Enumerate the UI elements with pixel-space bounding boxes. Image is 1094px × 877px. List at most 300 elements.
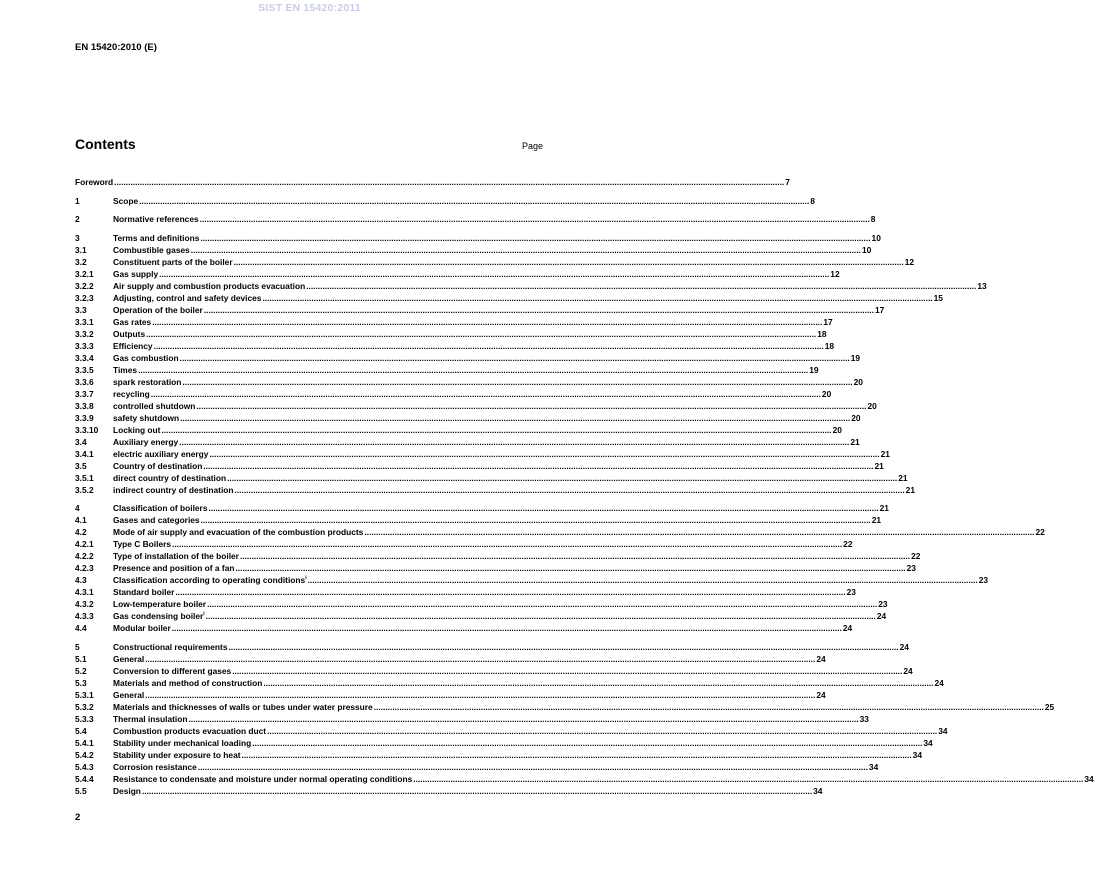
toc-entry-page: 20 — [832, 424, 842, 435]
toc-entry-title — [113, 713, 187, 725]
toc-entry-title-text: spark restoration — [113, 376, 182, 387]
toc-entry-title-text: Country of destination — [113, 460, 203, 471]
toc-entry[interactable] — [75, 701, 1055, 713]
toc-entry-page: 22 — [843, 539, 853, 550]
toc-entry[interactable] — [75, 436, 860, 448]
toc-entry-title — [113, 340, 153, 352]
toc-entry-title — [113, 484, 234, 496]
toc-entry[interactable] — [75, 484, 915, 496]
dot-leader — [203, 460, 873, 472]
toc-entry-title-text: electric auxiliary energy — [113, 448, 209, 459]
dot-leader — [267, 725, 937, 737]
toc-entry-number: 5.1 — [75, 653, 87, 664]
dot-leader — [188, 713, 858, 725]
toc-entry-number: 3.3.4 — [75, 352, 94, 363]
toc-entry[interactable] — [75, 665, 913, 677]
toc-entry-title — [113, 376, 181, 388]
toc-entry[interactable] — [75, 653, 826, 665]
toc-entry-page: 17 — [874, 304, 885, 315]
toc-entry-title — [113, 574, 307, 586]
toc-entry-title — [113, 773, 412, 785]
toc-entry-title — [113, 622, 171, 634]
toc-entry-number: 3.2.3 — [75, 292, 94, 303]
toc-entry-page: 19 — [850, 352, 861, 363]
toc-entry[interactable] — [75, 785, 823, 797]
toc-entry[interactable] — [75, 574, 989, 586]
toc-entry-number: 3.3.10 — [75, 424, 99, 435]
standard-id: EN 15420:2010 (E) — [75, 42, 157, 53]
toc-entry-number: 4.3 — [75, 575, 87, 586]
toc-entry[interactable] — [75, 713, 869, 725]
toc-entry-page: 23 — [846, 587, 856, 598]
dot-leader — [204, 304, 874, 316]
dot-leader — [152, 316, 822, 328]
toc-entry[interactable] — [75, 641, 909, 653]
toc-entry-title-text: Auxiliary energy — [113, 436, 179, 447]
toc-entry[interactable] — [75, 376, 863, 388]
toc-entry-number: 3.2 — [75, 256, 87, 267]
toc-entry[interactable] — [75, 244, 872, 256]
toc-entry-title-text: Gas rates — [113, 316, 152, 327]
toc-entry-page: 21 — [880, 448, 890, 459]
toc-entry-number: 4.3.2 — [75, 599, 94, 610]
toc-entry[interactable] — [75, 400, 877, 412]
footnote-marker: i — [305, 575, 307, 582]
toc-entry-title — [113, 701, 373, 713]
dot-leader — [159, 268, 829, 280]
toc-entry-title — [113, 292, 261, 304]
toc-entry[interactable] — [75, 725, 948, 737]
toc-entry-page: 20 — [821, 388, 832, 399]
toc-entry-page: 20 — [853, 376, 863, 387]
dot-leader — [252, 737, 922, 749]
toc-entry[interactable] — [75, 195, 815, 207]
toc-entry-title — [113, 448, 208, 460]
toc-entry-title — [113, 737, 251, 749]
page-title: Contents — [75, 136, 136, 152]
toc-entry-title — [113, 460, 202, 472]
dot-leader — [139, 195, 809, 207]
toc-entry-title — [113, 749, 241, 761]
toc-entry-title — [113, 244, 190, 256]
toc-entry-page: 24 — [876, 611, 887, 622]
toc-entry[interactable] — [75, 364, 819, 376]
toc-entry[interactable] — [75, 538, 853, 550]
toc-entry-page: 34 — [923, 737, 933, 748]
toc-entry[interactable] — [75, 280, 987, 292]
dot-leader — [114, 176, 784, 188]
dot-leader — [145, 653, 815, 665]
toc-entry-number: 5.2 — [75, 665, 87, 676]
dot-leader — [228, 641, 898, 653]
toc-entry-number: 3.3.7 — [75, 388, 94, 399]
toc-entry-title — [113, 424, 160, 436]
toc-entry-page: 24 — [899, 641, 909, 652]
toc-entry-title — [113, 352, 179, 364]
toc-entry-title-text: Locking out — [113, 424, 161, 435]
toc-entry-number: 5.4 — [75, 725, 87, 736]
toc-entry[interactable] — [75, 316, 833, 328]
dot-leader — [227, 472, 897, 484]
toc-entry-title-text: controlled shutdown — [113, 400, 196, 411]
toc-entry-page: 13 — [977, 280, 987, 291]
toc-entry-title — [113, 436, 178, 448]
toc-entry-title-text: Type C Boilers — [113, 539, 172, 550]
toc-entry-title-text: Constituent parts of the boiler — [113, 256, 233, 267]
toc-entry-title — [113, 586, 174, 598]
toc-entry-page: 19 — [809, 364, 819, 375]
toc-entry-title-text: Outputs — [113, 328, 146, 339]
toc-entry-title — [113, 472, 226, 484]
toc-entry[interactable] — [75, 562, 916, 574]
toc-entry-page: 22 — [911, 551, 921, 562]
toc-entry-title — [113, 653, 144, 665]
dot-leader — [200, 213, 870, 225]
toc-entry-title-text: Conversion to different gases — [113, 665, 232, 676]
toc-entry-title — [113, 610, 205, 622]
toc-entry-title-text: Gas condensing boiler — [113, 611, 204, 622]
toc-entry-title-text: Combustion products evacuation duct — [113, 725, 267, 736]
toc-entry-title — [113, 514, 200, 526]
toc-entry[interactable] — [75, 352, 861, 364]
toc-entry-title-text: Efficiency — [113, 340, 153, 351]
toc-entry[interactable] — [75, 598, 888, 610]
toc-entry-number: 1 — [75, 195, 80, 206]
toc-entry-title-text: Modular boiler — [113, 623, 171, 634]
toc-entry-number: 3.5.1 — [75, 472, 94, 483]
toc-entry-number: 3.3.8 — [75, 400, 94, 411]
toc-entry-title-text: safety shutdown — [113, 412, 180, 423]
toc-entry-title — [113, 256, 233, 268]
toc-entry-number: 3.4.1 — [75, 448, 94, 459]
toc-entry-title-text: Air supply and combustion products evacuation — [113, 280, 306, 291]
toc-entry-title-text: Thermal insulation — [113, 713, 188, 724]
toc-entry[interactable] — [75, 689, 826, 701]
toc-entry-title-text: Gas supply — [113, 268, 159, 279]
toc-entry-page: 21 — [871, 515, 882, 526]
toc-entry[interactable] — [75, 304, 885, 316]
watermark: SIST EN 15420:2011 — [258, 2, 361, 14]
toc-entry-title — [113, 665, 231, 677]
dot-leader — [263, 677, 933, 689]
toc-entry-title-text: Resistance to condensate and moisture under normal operating conditions — [113, 773, 413, 784]
dot-leader — [208, 502, 878, 514]
dot-leader — [179, 436, 849, 448]
toc-entry-title — [113, 328, 145, 340]
toc-entry-title — [113, 677, 262, 689]
page-number: 2 — [75, 812, 81, 823]
toc-entry-number: 4 — [75, 503, 80, 514]
toc-entry-number: 4.1 — [75, 515, 87, 526]
toc-entry[interactable] — [75, 773, 1094, 785]
toc-entry-title — [113, 388, 150, 400]
toc-entry-page: 10 — [871, 232, 881, 243]
toc-entry-title — [113, 364, 137, 376]
dot-leader — [206, 610, 876, 622]
toc-entry-title-text: General — [113, 689, 145, 700]
dot-leader — [182, 376, 852, 388]
toc-entry-page: 23 — [906, 563, 916, 574]
dot-leader — [242, 749, 912, 761]
toc-entry-title-text: Combustible gases — [113, 244, 190, 255]
dot-leader — [172, 622, 842, 634]
toc-entry-number: 4.3.1 — [75, 587, 94, 598]
toc-entry-title — [113, 761, 197, 773]
dot-leader — [235, 484, 905, 496]
toc-entry-number: 5.3.1 — [75, 689, 94, 700]
toc-entry-number: 5.3.3 — [75, 713, 94, 724]
toc-entry-page: 24 — [934, 677, 944, 688]
toc-entry-number: 3.3.5 — [75, 364, 94, 375]
toc-entry-number: 4.2.2 — [75, 551, 94, 562]
toc-entry[interactable] — [75, 550, 921, 562]
toc-entry-title — [113, 598, 206, 610]
toc-entry[interactable] — [75, 328, 827, 340]
toc-entry-number: 3.5 — [75, 460, 87, 471]
toc-entry[interactable] — [75, 232, 881, 244]
toc-entry-number: 3.3.3 — [75, 340, 94, 351]
dot-leader — [207, 598, 877, 610]
toc-entry-page: 34 — [912, 749, 922, 760]
toc-entry-page: 34 — [1084, 773, 1094, 784]
toc-entry-page: 12 — [830, 268, 840, 279]
toc-entry[interactable] — [75, 340, 835, 352]
dot-leader — [232, 665, 902, 677]
dot-leader — [308, 574, 978, 586]
toc-entry-title — [113, 641, 227, 653]
toc-entry-title-text: Normative references — [113, 214, 199, 225]
toc-entry-page: 33 — [859, 713, 869, 724]
dot-leader — [364, 526, 1034, 538]
toc-entry-title — [75, 176, 113, 188]
toc-entry-page: 21 — [879, 503, 889, 514]
toc-entry-title-text: Adjusting, control and safety devices — [113, 292, 262, 303]
toc-entry-number: 5.4.3 — [75, 761, 94, 772]
toc-entry-number: 3.3.6 — [75, 376, 94, 387]
toc-entry-page: 17 — [823, 316, 833, 327]
dot-leader — [198, 761, 868, 773]
toc-entry-page: 12 — [904, 256, 915, 267]
toc-entry-title-text: Constructional requirements — [113, 641, 228, 652]
toc-entry-title — [113, 280, 305, 292]
toc-entry-page: 24 — [842, 623, 853, 634]
toc-entry-page: 24 — [816, 653, 826, 664]
toc-entry-title-text: Stability under mechanical loading — [113, 737, 252, 748]
toc-entry-title-text: Mode of air supply and evacuation of the combustion products — [113, 527, 364, 538]
toc-entry[interactable] — [75, 292, 943, 304]
dot-leader — [146, 328, 816, 340]
toc-entry-title — [113, 689, 144, 701]
toc-entry[interactable] — [75, 176, 790, 188]
dot-leader — [235, 562, 905, 574]
dot-leader — [161, 424, 831, 436]
toc-entry-page: 23 — [978, 575, 989, 586]
toc-entry[interactable] — [75, 472, 908, 484]
toc-entry[interactable] — [75, 448, 890, 460]
toc-entry-title-text: Standard boiler — [113, 587, 175, 598]
toc-entry-number: 3.5.2 — [75, 484, 94, 495]
toc-entry-page: 10 — [861, 244, 872, 255]
toc-entry-number: 3 — [75, 232, 80, 243]
dot-leader — [151, 388, 821, 400]
toc-entry[interactable] — [75, 388, 832, 400]
toc-entry-title-text: General — [113, 653, 145, 664]
toc-entry-title-text: indirect country of destination — [113, 484, 234, 495]
toc-entry-number: 3.3 — [75, 304, 87, 315]
toc-entry-page: 21 — [898, 472, 908, 483]
toc-entry-title — [113, 538, 171, 550]
toc-entry-number: 3.2.1 — [75, 268, 94, 279]
toc-entry-number: 3.3.9 — [75, 412, 94, 423]
toc-entry-page: 8 — [870, 214, 876, 225]
toc-entry-title-text: Classification of boilers — [113, 503, 208, 514]
toc-entry[interactable] — [75, 610, 887, 622]
toc-entry[interactable] — [75, 526, 1045, 538]
dot-leader — [196, 400, 866, 412]
dot-leader — [262, 292, 932, 304]
toc-entry-page: 20 — [867, 400, 877, 411]
toc-entry-title-text: Corrosion resistance — [113, 761, 197, 772]
footnote-marker: i — [203, 611, 205, 618]
page-column-label: Page — [522, 141, 544, 151]
toc-entry-title-text: Foreword — [75, 177, 114, 187]
toc-entry-number: 3.3.1 — [75, 316, 94, 327]
toc-entry-page: 15 — [933, 292, 943, 303]
toc-entry-number: 5.4.4 — [75, 773, 94, 784]
toc-entry-number: 4.4 — [75, 623, 87, 634]
toc-entry-title-text: Low-temperature boiler — [113, 599, 207, 610]
dot-leader — [201, 514, 871, 526]
toc-entry-number: 5.3.2 — [75, 701, 94, 712]
toc-entry-title-text: Gases and categories — [113, 515, 200, 526]
dot-leader — [413, 773, 1083, 785]
dot-leader — [138, 364, 808, 376]
toc-entry-page: 7 — [785, 177, 790, 187]
toc-entry-title — [113, 195, 138, 207]
toc-entry-number: 4.2 — [75, 527, 87, 538]
toc-entry[interactable] — [75, 460, 884, 472]
toc-entry-number: 4.2.1 — [75, 539, 94, 550]
toc-entry-title-text: Stability under exposure to heat — [113, 749, 241, 760]
toc-entry-title — [113, 526, 363, 538]
toc-entry-title — [113, 268, 158, 280]
toc-entry-title-text: Classification according to operating conditions — [113, 575, 306, 586]
toc-entry-title — [113, 412, 179, 424]
toc-entry-number: 3.1 — [75, 244, 87, 255]
toc-entry-page: 34 — [868, 761, 879, 772]
dot-leader — [180, 352, 850, 364]
toc-entry-number: 5.5 — [75, 785, 87, 796]
toc-entry[interactable] — [75, 749, 922, 761]
toc-entry-title-text: Scope — [113, 195, 139, 206]
toc-entry-number: 3.3.2 — [75, 328, 94, 339]
toc-entry[interactable] — [75, 256, 915, 268]
toc-entry-title-text: recycling — [113, 388, 150, 399]
toc-entry-page: 8 — [810, 195, 815, 206]
dot-leader — [145, 689, 815, 701]
toc-entry-page: 18 — [824, 340, 835, 351]
toc-entry-page: 20 — [851, 412, 861, 423]
toc-entry[interactable] — [75, 412, 861, 424]
toc-entry-title — [113, 550, 239, 562]
toc-entry-title-text: Gas combustion — [113, 352, 179, 363]
table-of-contents — [75, 176, 1094, 797]
toc-entry-title-text: Materials and method of construction — [113, 677, 263, 688]
toc-entry-number: 4.2.3 — [75, 563, 94, 574]
toc-entry-title — [113, 400, 195, 412]
toc-entry-number: 5.4.2 — [75, 749, 94, 760]
toc-entry-title-text: Operation of the boiler — [113, 304, 203, 315]
toc-entry-title-text: Design — [113, 785, 141, 796]
toc-entry[interactable] — [75, 268, 840, 280]
toc-entry-page: 34 — [938, 725, 948, 736]
dot-leader — [209, 448, 879, 460]
toc-entry-page: 18 — [817, 328, 827, 339]
toc-entry[interactable] — [75, 737, 933, 749]
toc-entry-title-text: Times — [113, 364, 138, 375]
dot-leader — [200, 232, 870, 244]
toc-entry[interactable] — [75, 514, 882, 526]
dot-leader — [374, 701, 1044, 713]
toc-entry-page: 21 — [905, 484, 915, 495]
toc-entry-page: 25 — [1044, 701, 1055, 712]
toc-entry-page: 23 — [878, 599, 888, 610]
toc-entry-number: 3.2.2 — [75, 280, 94, 291]
dot-leader — [180, 412, 850, 424]
toc-entry[interactable] — [75, 502, 889, 514]
toc-entry-title-text: Materials and thicknesses of walls or tubes under water pressure — [113, 701, 373, 712]
dot-leader — [172, 538, 842, 550]
toc-entry-number: 5 — [75, 641, 80, 652]
dot-leader — [175, 586, 845, 598]
toc-entry[interactable] — [75, 761, 879, 773]
toc-entry-title — [113, 232, 199, 244]
toc-entry-title — [113, 562, 234, 574]
toc-entry-title-text: Type of installation of the boiler — [113, 551, 239, 562]
toc-entry[interactable] — [75, 622, 853, 634]
toc-entry-title-text: Presence and position of a fan — [113, 563, 235, 574]
dot-leader — [142, 785, 812, 797]
toc-entry-page: 22 — [1035, 527, 1045, 538]
dot-leader — [306, 280, 976, 292]
toc-entry-number: 5.4.1 — [75, 737, 94, 748]
toc-entry[interactable] — [75, 424, 842, 436]
dot-leader — [154, 340, 824, 352]
toc-entry-page: 34 — [813, 785, 823, 796]
toc-entry-title-text: direct country of destination — [113, 472, 227, 483]
toc-entry-title — [113, 304, 203, 316]
toc-entry-title — [113, 502, 207, 514]
toc-entry-number: 2 — [75, 214, 80, 225]
toc-entry[interactable] — [75, 213, 876, 225]
toc-entry-page: 21 — [850, 436, 860, 447]
toc-entry-title — [113, 213, 199, 225]
toc-entry-title — [113, 725, 266, 737]
toc-entry[interactable] — [75, 677, 944, 689]
toc-entry-title — [113, 785, 141, 797]
toc-entry-page: 21 — [874, 460, 884, 471]
dot-leader — [240, 550, 910, 562]
dot-leader — [191, 244, 861, 256]
toc-entry-title — [113, 316, 151, 328]
toc-entry-title-text: Terms and definitions — [113, 232, 200, 243]
toc-entry-number: 5.3 — [75, 677, 87, 688]
toc-entry[interactable] — [75, 586, 856, 598]
dot-leader — [234, 256, 904, 268]
toc-entry-number: 4.3.3 — [75, 611, 94, 622]
toc-entry-page: 24 — [816, 689, 826, 700]
toc-entry-number: 3.4 — [75, 436, 87, 447]
